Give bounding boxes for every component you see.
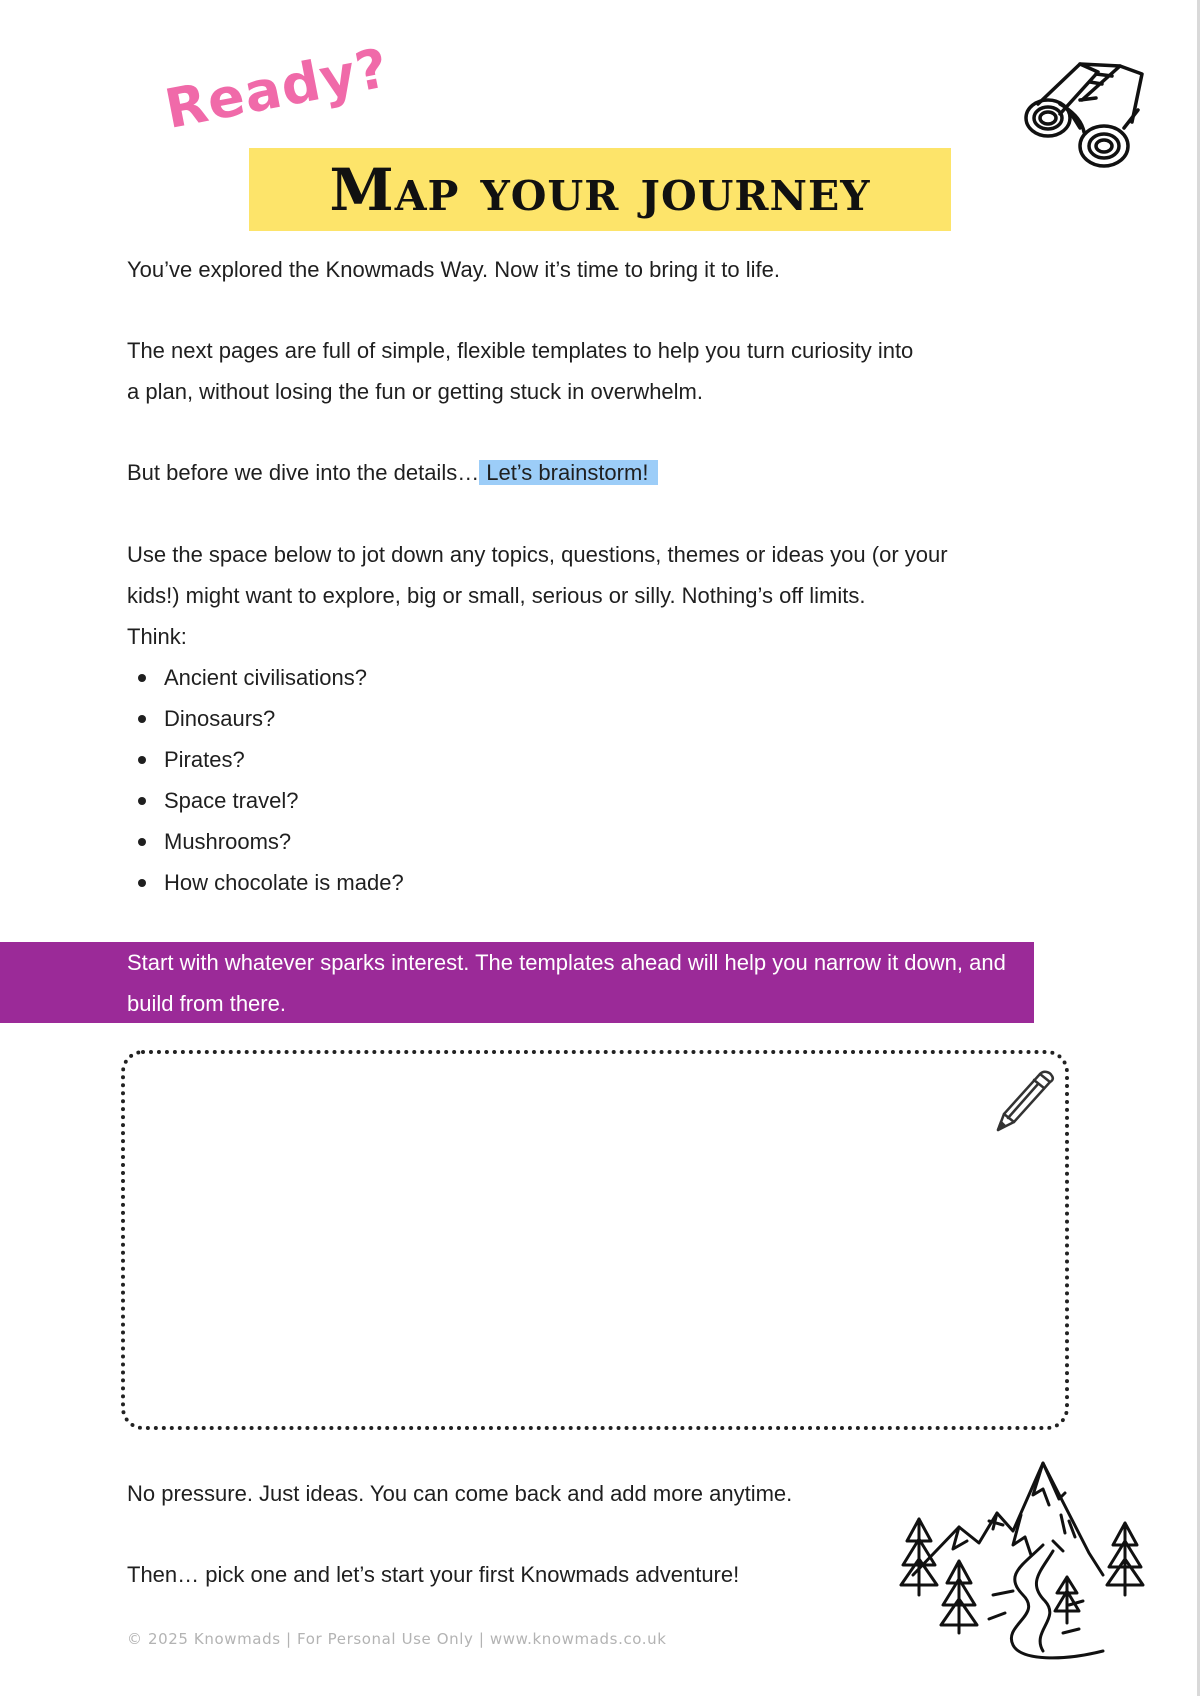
brainstorm-writing-area[interactable] <box>121 1050 1069 1430</box>
list-item: Mushrooms? <box>127 821 404 862</box>
banner-text: Start with whatever sparks interest. The templates ahead will help you narrow it down, and build from there. <box>127 950 1006 1016</box>
prompt-line-2: kids!) might want to explore, big or small, serious or silly. Nothing’s off limits. <box>127 583 866 608</box>
list-item: Ancient civilisations? <box>127 657 404 698</box>
binoculars-icon <box>1020 52 1160 172</box>
think-label: Think: <box>127 624 187 649</box>
brainstorm-highlight: Let’s brainstorm! <box>479 460 658 485</box>
page-title: Map your journey <box>329 155 871 224</box>
list-item: Dinosaurs? <box>127 698 404 739</box>
intro-line-3: a plan, without losing the fun or getting stuck in overwhelm. <box>127 379 703 404</box>
intro-line-2: The next pages are full of simple, flexible templates to help you turn curiosity into <box>127 338 914 363</box>
pencil-icon <box>990 1066 1056 1136</box>
footer-copyright: © 2025 Knowmads | For Personal Use Only | www.knowmads.co.uk <box>127 1630 667 1648</box>
ready-script-heading: Ready? <box>159 36 394 141</box>
prompt-line-1: Use the space below to jot down any topics, questions, themes or ideas you (or your <box>127 542 948 567</box>
purple-banner <box>0 942 1034 1023</box>
closing-line-2: Then… pick one and let’s start your first Knowmads adventure! <box>127 1562 740 1587</box>
list-item: How chocolate is made? <box>127 862 404 903</box>
brainstorm-line <box>127 452 658 493</box>
list-item: Pirates? <box>127 739 404 780</box>
before-details-text: But before we dive into the details… <box>127 460 480 485</box>
idea-list <box>127 657 404 903</box>
mountains-illustration <box>893 1455 1147 1665</box>
title-highlight <box>249 148 951 231</box>
list-item: Space travel? <box>127 780 404 821</box>
intro-line-1: You’ve explored the Knowmads Way. Now it’s time to bring it to life. <box>127 257 780 282</box>
closing-line-1: No pressure. Just ideas. You can come back and add more anytime. <box>127 1481 793 1506</box>
